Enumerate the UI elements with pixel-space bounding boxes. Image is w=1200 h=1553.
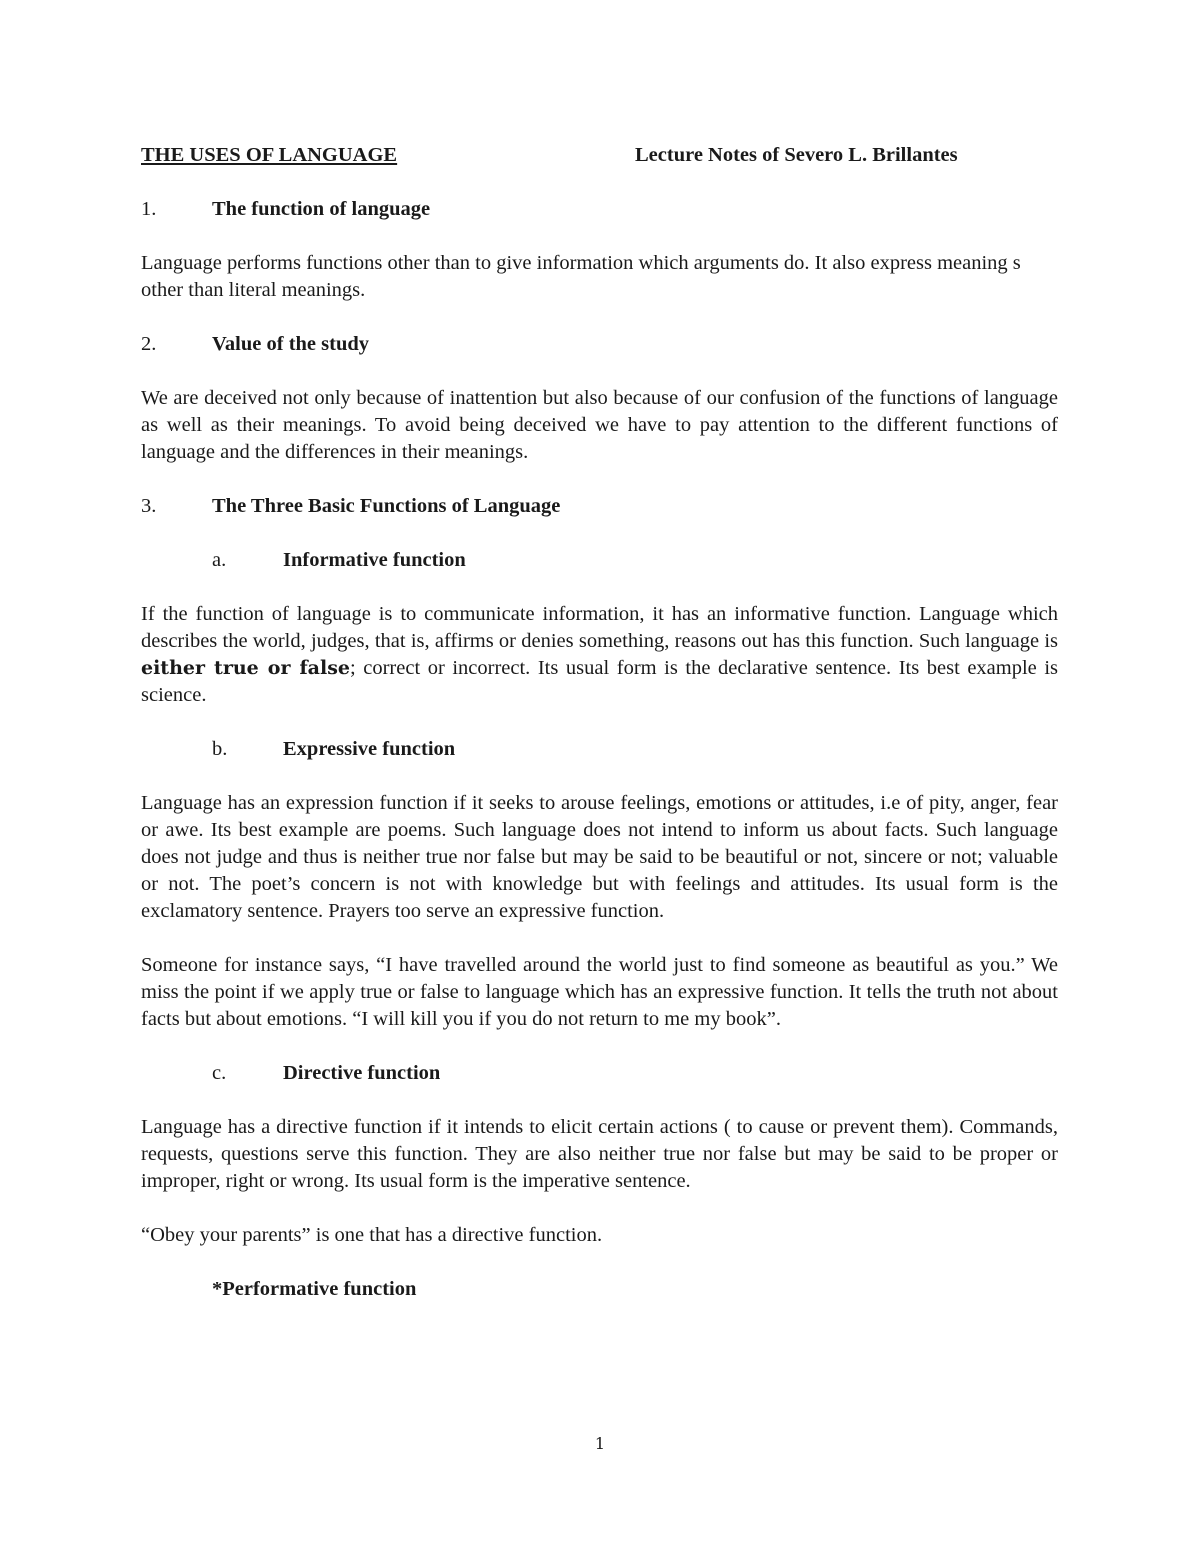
directive-paragraph-1: Language has a directive function if it intends to elicit certain actions ( to cause or prevent them). Commands, requests, questions serve this function. They are also neither true nor false but may be said to be proper or improper, right or wrong. Its usual form is the imperative sentence. — [141, 1116, 1058, 1192]
document-body — [141, 142, 1058, 1330]
expressive-paragraph-2: Someone for instance says, “I have travelled around the world just to find someone as beautiful as you.” We miss the point if we apply true or false to language which has an expressive function. It tells the truth not about facts but about emotions. “I will kill you if you do not return to me my book”. — [141, 954, 1058, 1030]
performative-heading: *Performative function — [212, 1278, 417, 1300]
page-number: 1 — [594, 1434, 606, 1453]
section-heading-3 — [141, 493, 1058, 520]
directive-paragraph-2: “Obey your parents” is one that has a directive function. — [141, 1224, 603, 1246]
subsection-letter: c. — [212, 1062, 227, 1084]
paragraph-text: If the function of language is to communicate information, it has an informative function. Language which describes the world, judges, that is, affirms or denies something, reasons out has this function. Such language is — [141, 603, 1058, 652]
subsection-letter: a. — [212, 549, 227, 571]
subsection-heading-expressive — [141, 736, 1058, 763]
section-number: 3. — [141, 495, 157, 517]
subsection-title: Directive function — [283, 1062, 441, 1084]
subsection-heading-directive — [141, 1060, 1058, 1087]
emphasized-text: either true or false — [141, 657, 350, 679]
expressive-paragraph-1: Language has an expression function if it seeks to arouse feelings, emotions or attitudes, i.e of pity, anger, fear or awe. Its best example are poems. Such language does not intend to inform us about facts. Such language does not judge and thus is neither true nor false but may be said to be beautiful or not, sincere or not; valuable or not. The poet’s concern is not with knowledge but with feelings and attitudes. Its usual form is the exclamatory sentence. Prayers too serve an expressive function. — [141, 792, 1058, 922]
section-paragraph: We are deceived not only because of inattention but also because of our confusion of the functions of language as well as their meanings. To avoid being deceived we have to pay attention to the different functions of language and the differences in their meanings. — [141, 387, 1058, 463]
document-title: THE USES OF LANGUAGE — [141, 144, 398, 166]
document-author: Lecture Notes of Severo L. Brillantes — [635, 144, 958, 166]
section-title: The function of language — [212, 198, 431, 220]
paragraph-text: ; correct or incorrect. Its usual form is the declarative sentence. Its best example is science. — [141, 657, 1058, 706]
subsection-title: Informative function — [283, 549, 466, 571]
section-paragraph: Language performs functions other than to give information which arguments do. It also express meaning s other than literal meanings. — [141, 252, 1021, 301]
section-title: The Three Basic Functions of Language — [212, 495, 561, 517]
subsection-heading-informative — [141, 547, 1058, 574]
section-heading-1 — [141, 196, 1058, 223]
section-heading-2 — [141, 331, 1058, 358]
section-title: Value of the study — [212, 333, 370, 355]
document-header — [141, 142, 1058, 169]
section-number: 1. — [141, 198, 157, 220]
subsection-title: Expressive function — [283, 738, 456, 760]
subsection-letter: b. — [212, 738, 228, 760]
informative-paragraph — [141, 601, 1058, 709]
section-number: 2. — [141, 333, 157, 355]
